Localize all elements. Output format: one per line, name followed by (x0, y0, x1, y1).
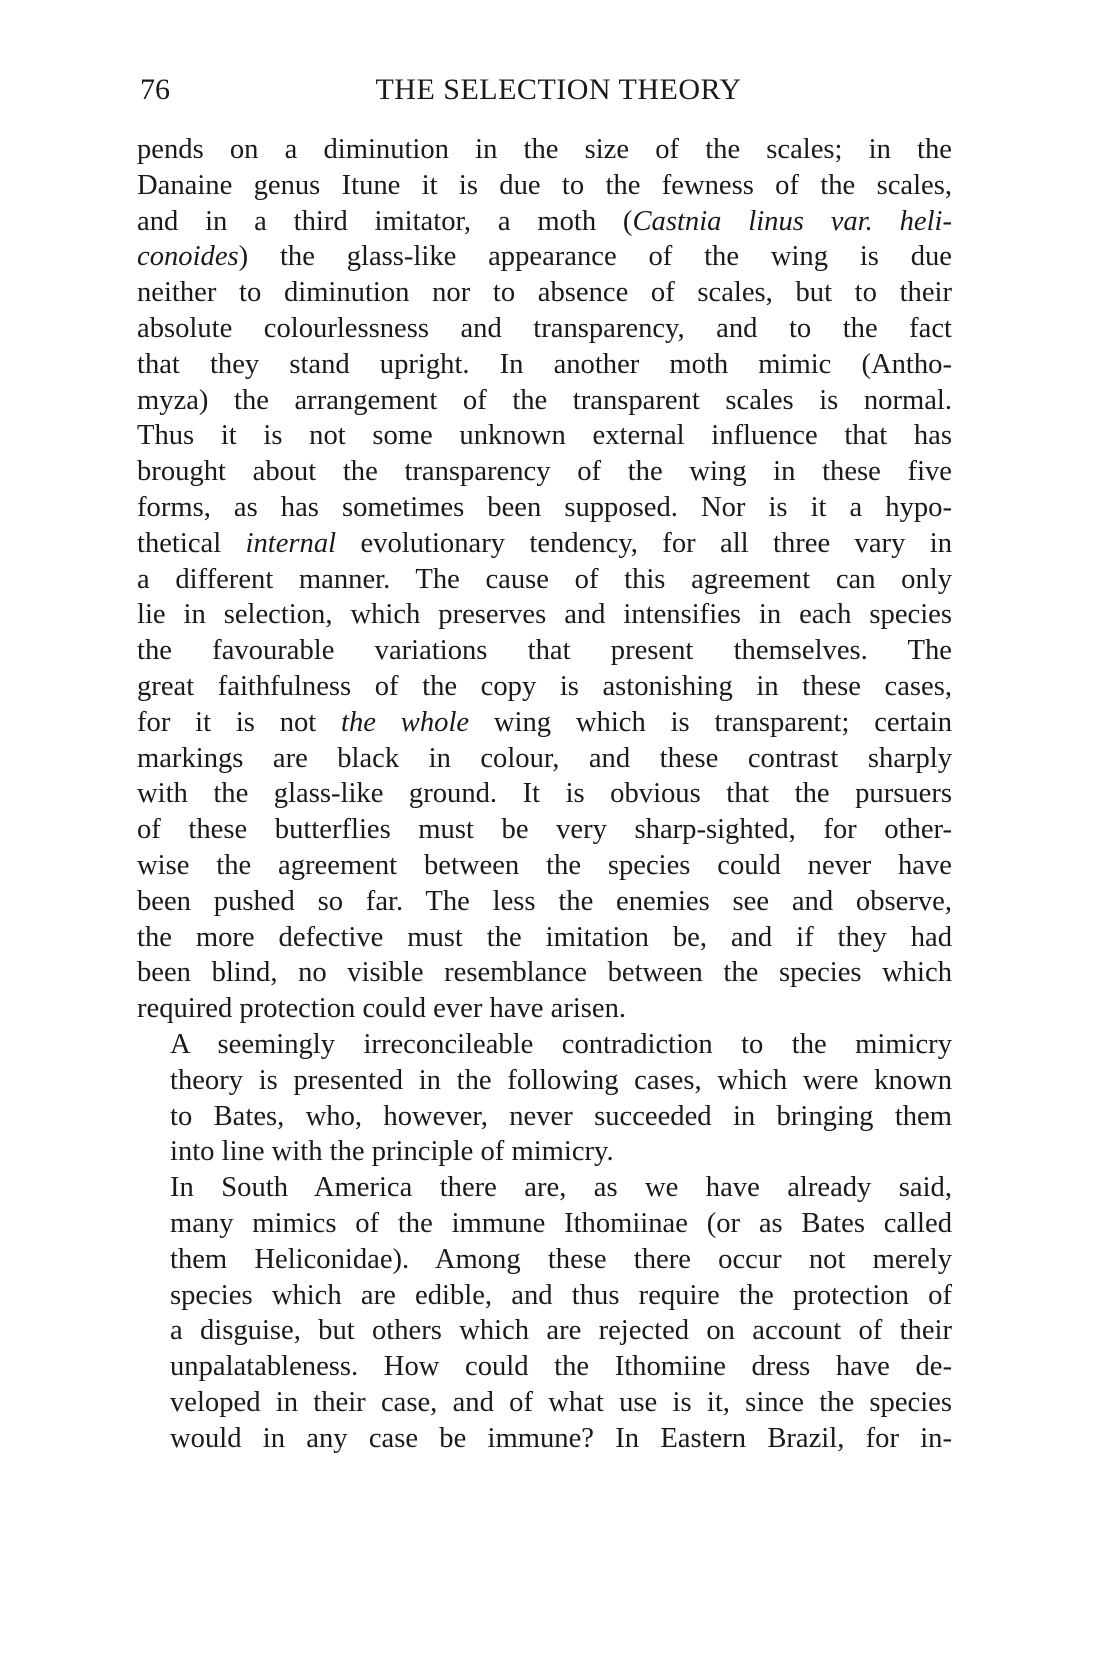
text-run: forms, as has sometimes been supposed. Nor is it a hypo- (137, 491, 952, 523)
text-run: In South America there are, as we have already said, (170, 1172, 952, 1204)
text-line (137, 1206, 952, 1242)
paragraph (137, 132, 952, 1027)
body-text (137, 132, 952, 1456)
text-line (137, 1242, 952, 1278)
text-line (137, 347, 952, 383)
text-line (137, 669, 952, 705)
text-line (137, 204, 952, 240)
text-line (137, 920, 952, 956)
text-run: the more defective must the imitation be, and if they had (137, 921, 952, 953)
text-line (137, 239, 952, 275)
text-run: wise the agreement between the species could never have (137, 849, 952, 881)
text-run: of these butterflies must be very sharp-sighted, for other- (137, 814, 952, 846)
italic-text: the whole (341, 706, 470, 738)
book-page (137, 62, 952, 1456)
text-run: species which are edible, and thus require the protection of (170, 1279, 952, 1311)
text-line (137, 991, 952, 1027)
text-run: Thus it is not some unknown external influence that has (137, 420, 952, 452)
text-run: evolutionary tendency, for all three vary in (336, 527, 952, 559)
text-line (137, 562, 952, 598)
text-run: pends on a diminution in the size of the scales; in the (137, 134, 952, 165)
text-line (137, 955, 952, 991)
text-line (137, 1385, 952, 1421)
running-head: THE SELECTION THEORY (375, 73, 742, 106)
text-run: to Bates, who, however, never succeeded in bringing them (170, 1100, 952, 1132)
text-line (137, 418, 952, 454)
italic-text: Castnia linus var. heli- (632, 205, 952, 237)
text-line (137, 132, 952, 168)
text-run: been pushed so far. The less the enemies see and observe, (137, 885, 952, 917)
text-run: required protection could ever have arisen. (137, 993, 627, 1025)
text-run: lie in selection, which preserves and intensifies in each species (137, 599, 952, 631)
page-number: 76 (140, 73, 170, 106)
text-line (137, 597, 952, 633)
italic-text: internal (245, 527, 337, 559)
text-line (137, 383, 952, 419)
text-line (137, 741, 952, 777)
text-run: myza) the arrangement of the transparent scales is normal. (137, 384, 952, 416)
text-run: been blind, no visible resemblance between the species which (137, 957, 952, 989)
text-line (137, 1134, 952, 1170)
text-line (137, 1278, 952, 1314)
text-run: and in a third imitator, a moth ( (137, 205, 633, 237)
text-run: great faithfulness of the copy is astonishing in these cases, (137, 670, 952, 702)
text-line (137, 490, 952, 526)
text-run: Danaine genus Itune it is due to the fewness of the scales, (137, 169, 952, 201)
text-line (137, 1027, 952, 1063)
text-run: brought about the transparency of the wing in these five (137, 456, 952, 488)
text-run: markings are black in colour, and these contrast sharply (137, 742, 952, 774)
text-line (137, 848, 952, 884)
paragraph (137, 1027, 952, 1170)
paragraph (137, 1170, 952, 1456)
text-run: a different manner. The cause of this agreement can only (137, 563, 952, 595)
text-line (137, 1099, 952, 1135)
text-run: unpalatableness. How could the Ithomiine dress have de- (170, 1351, 952, 1383)
text-line (137, 1421, 952, 1457)
text-line (137, 812, 952, 848)
text-run: thetical (137, 527, 246, 559)
text-run: with the glass-like ground. It is obvious that the pursuers (137, 778, 952, 810)
text-run: them Heliconidae). Among these there occur not merely (170, 1243, 952, 1275)
text-line (137, 311, 952, 347)
text-run: veloped in their case, and of what use is it, since the species (170, 1386, 952, 1418)
text-run: wing which is transparent; certain (469, 706, 952, 738)
text-line (137, 275, 952, 311)
text-line (137, 633, 952, 669)
text-run: for it is not (137, 706, 342, 738)
text-line (137, 454, 952, 490)
text-run: theory is presented in the following cases, which were known (170, 1064, 952, 1096)
text-run: into line with the principle of mimicry. (170, 1136, 614, 1168)
text-line (137, 1170, 952, 1206)
text-run: ) the glass-like appearance of the wing is due (238, 241, 952, 273)
text-run: neither to diminution nor to absence of scales, but to their (137, 277, 952, 309)
text-run: that they stand upright. In another moth mimic (Antho- (137, 348, 952, 380)
text-line (137, 776, 952, 812)
text-run: would in any case be immune? In Eastern Brazil, for in- (170, 1422, 952, 1454)
text-line (137, 884, 952, 920)
text-run: a disguise, but others which are rejected on account of their (170, 1315, 952, 1347)
text-line (137, 705, 952, 741)
text-line (137, 168, 952, 204)
text-line (137, 1063, 952, 1099)
text-run: A seemingly irreconcileable contradiction to the mimicry (170, 1028, 952, 1060)
text-line (137, 1349, 952, 1385)
italic-text: conoides (137, 241, 239, 273)
text-line (137, 1313, 952, 1349)
text-run: the favourable variations that present themselves. The (137, 635, 952, 667)
text-run: absolute colourlessness and transparency, and to the fact (137, 312, 952, 344)
page-header (137, 62, 952, 118)
text-line (137, 526, 952, 562)
text-run: many mimics of the immune Ithomiinae (or as Bates called (170, 1207, 952, 1239)
